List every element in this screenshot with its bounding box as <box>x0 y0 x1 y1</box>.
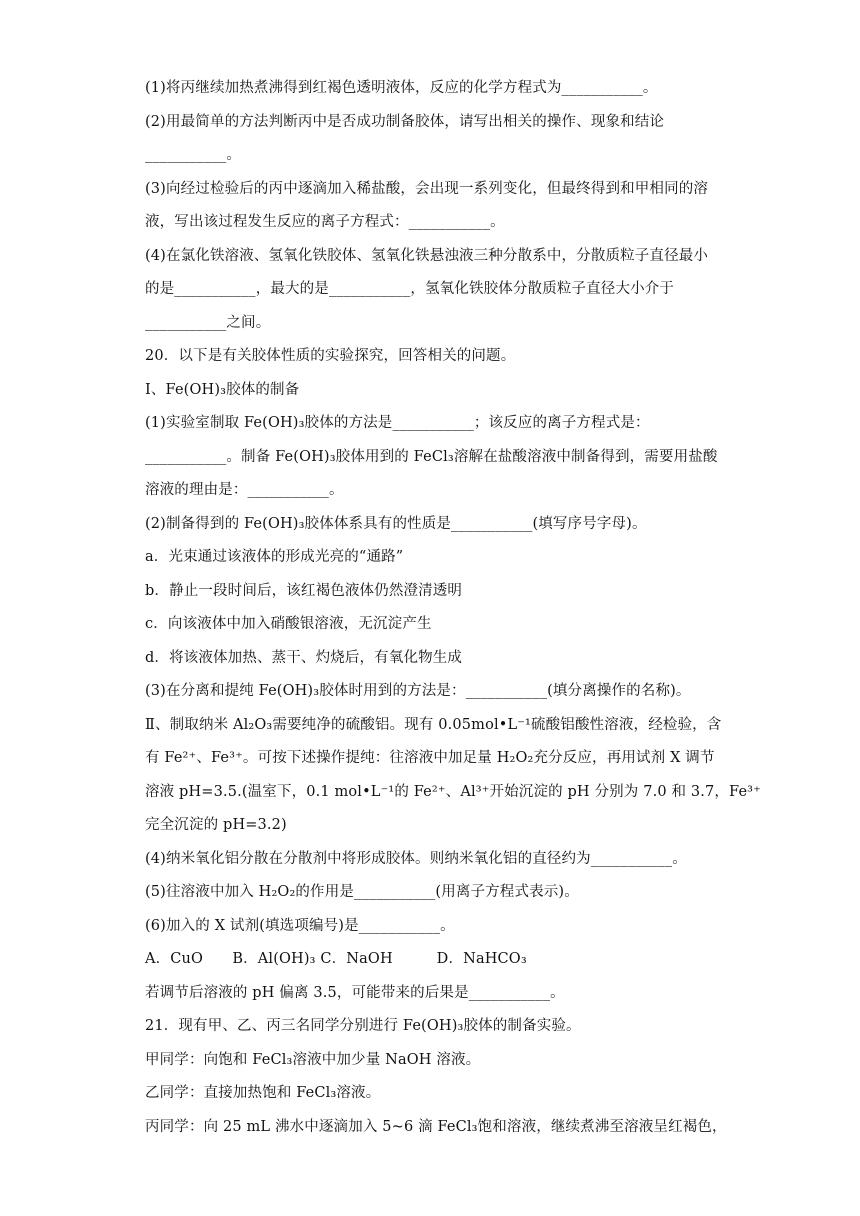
q19-part3-cont: 液，写出该过程发生反应的离子方程式：___________。 <box>145 214 505 230</box>
q19-part2-answer: ___________。 <box>145 147 242 163</box>
q20-option-b: b．静止一段时间后，该红褐色液体仍然澄清透明 <box>145 582 463 599</box>
q20-part1: (1)实验室制取 Fe(OH)₃胶体的方法是___________；该反应的离子方程式是： <box>145 415 650 431</box>
q20-section2-intro: Ⅱ、制取纳米 Al₂O₃需要纯净的硫酸铝。现有 0.05mol•L⁻¹硫酸铝酸性溶液，经检验，含 <box>145 716 722 733</box>
q21-student-jia: 甲同学：向饱和 FeCl₃溶液中加少量 NaOH 溶液。 <box>145 1051 481 1068</box>
q20-section2-cont1: 有 Fe²⁺、Fe³⁺。可按下述操作提纯：往溶液中加足量 H₂O₂充分反应，再用试剂 X 调节 <box>145 750 715 766</box>
q20-part3: (3)在分离和提纯 Fe(OH)₃胶体时用到的方法是：___________(填分离操作的名称)。 <box>145 683 691 699</box>
q20-part5: (5)往溶液中加入 H₂O₂的作用是___________(用离子方程式表示)。 <box>145 884 579 900</box>
q20-part6: (6)加入的 X 试剂(填选项编号)是___________。 <box>145 917 455 934</box>
q20-section2-cont2: 溶液 pH=3.5.(温室下，0.1 mol•L⁻¹的 Fe²⁺、Al³⁺开始沉淀的 pH 分别为 7.0 和 3.7，Fe³⁺ <box>145 783 761 800</box>
q20-section1-heading: Ⅰ、Fe(OH)₃胶体的制备 <box>145 381 300 398</box>
q20-part4: (4)纳米氧化铝分散在分散剂中将形成胶体。则纳米氧化铝的直径约为___________。 <box>145 850 687 867</box>
q20-title: 20．以下是有关胶体性质的实验探究，回答相关的问题。 <box>145 348 516 364</box>
q21-student-bing: 丙同学：向 25 mL 沸水中逐滴加入 5~6 滴 FeCl₃饱和溶液，继续煮沸至溶液呈红褐色， <box>145 1118 727 1135</box>
q19-part2: (2)用最简单的方法判断丙中是否成功制备胶体，请写出相关的操作、现象和结论 <box>145 113 665 130</box>
q19-part4: (4)在氯化铁溶液、氢氧化铁胶体、氢氧化铁悬浊液三种分散系中，分散质粒子直径最小 <box>145 247 709 264</box>
q20-option-c: c．向该液体中加入硝酸银溶液，无沉淀产生 <box>145 616 432 632</box>
q20-option-a: a．光束通过该液体的形成光亮的“通路” <box>145 549 404 565</box>
q20-part6-options: A．CuO B．Al(OH)₃ C．NaOH D．NaHCO₃ <box>145 951 527 967</box>
q19-part4-end: ___________之间。 <box>145 314 271 331</box>
q21-title: 21．现有甲、乙、丙三名同学分别进行 Fe(OH)₃胶体的制备实验。 <box>145 1018 581 1034</box>
q20-part1-end: 溶液的理由是：___________。 <box>145 482 344 498</box>
q19-part1: (1)将丙继续加热煮沸得到红褐色透明液体，反应的化学方程式为___________。 <box>145 80 658 96</box>
q20-option-d: d．将该液体加热、蒸干、灼烧后，有氧化物生成 <box>145 649 463 666</box>
q19-part3: (3)向经过检验后的丙中逐滴加入稀盐酸，会出现一系列变化，但最终得到和甲相同的溶 <box>145 180 709 197</box>
q20-part6-followup: 若调节后溶液的 pH 偏离 3.5，可能带来的后果是___________。 <box>145 984 565 1001</box>
q19-part4-cont: 的是___________，最大的是___________，氢氧化铁胶体分散质粒子直径大小介于 <box>145 281 675 297</box>
q21-student-yi: 乙同学：直接加热饱和 FeCl₃溶液。 <box>145 1085 381 1101</box>
q20-part2: (2)制备得到的 Fe(OH)₃胶体体系具有的性质是___________(填写序号字母)。 <box>145 515 647 532</box>
q20-section2-cont3: 完全沉淀的 pH=3.2) <box>145 817 287 833</box>
q20-part1-cont: ___________。制备 Fe(OH)₃胶体用到的 FeCl₃溶解在盐酸溶液中制备得到，需要用盐酸 <box>145 448 718 465</box>
